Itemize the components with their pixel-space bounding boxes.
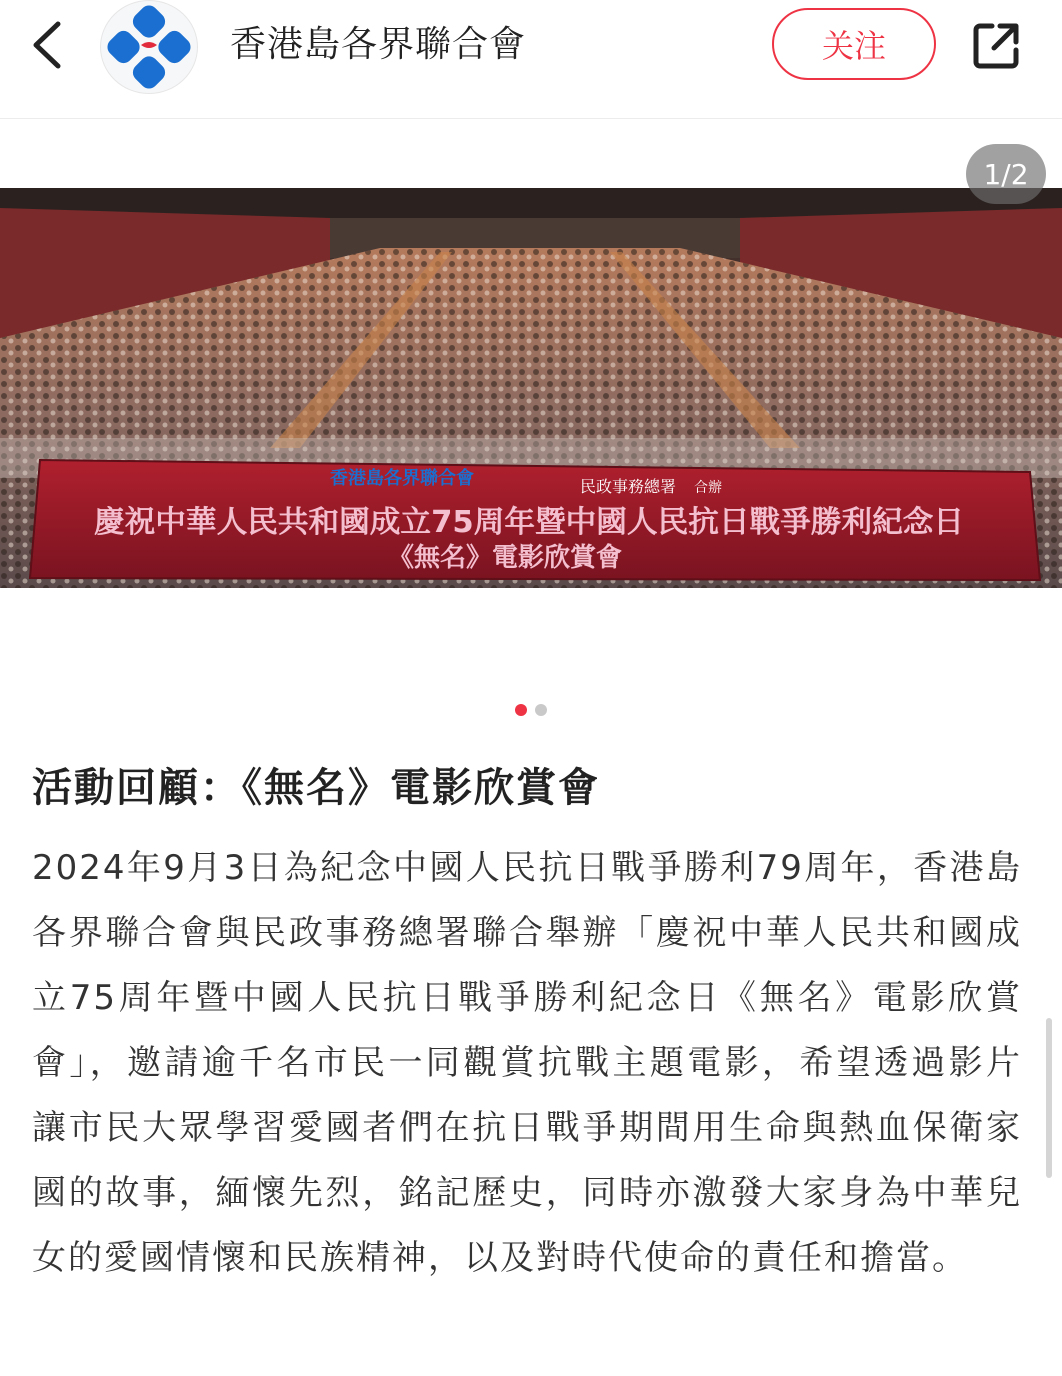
banner-co-label: 合辦 [694, 480, 722, 496]
banner-organizer: 香港島各界聯合會 [330, 468, 474, 489]
account-name[interactable]: 香港島各界聯合會 [230, 24, 527, 65]
event-group-photo [0, 188, 1062, 588]
follow-button[interactable]: 关注 [772, 8, 936, 80]
article-title: 活動回顧：《無名》電影欣賞會 [32, 765, 600, 811]
banner-co-organizer: 民政事務總署 [580, 477, 677, 496]
scrollbar[interactable] [1046, 1018, 1052, 1178]
photo-carousel[interactable] [0, 188, 1062, 588]
banner-line2: 《無名》電影欣賞會 [388, 543, 623, 573]
article-body: 2024年9月3日為紀念中國人民抗日戰爭勝利79周年，香港島各界聯合會與民政事務總署聯合舉辦「慶祝中華人民共和國成立75周年暨中國人民抗日戰爭勝利紀念日《無名》電影欣賞會」，邀請逾千名市民一同觀賞抗戰主題電影，希望透過影片讓市民大眾學習愛國者們在抗日戰爭期間用生命與熱血保衛家國的故事，緬懷先烈，銘記歷史，同時亦激發大家身為中華兒女的愛國情懷和民族精神，以及對時代使命的責任和擔當。 [32, 848, 1022, 1278]
banner-line1: 慶祝中華人民共和國成立75周年暨中國人民抗日戰爭勝利紀念日 [94, 505, 964, 540]
chevron-left-icon [30, 20, 64, 70]
carousel-dots [0, 704, 1062, 720]
share-external-icon [970, 20, 1022, 72]
carousel-dot-2[interactable] [535, 704, 547, 716]
carousel-page-indicator: 1/2 [966, 144, 1046, 204]
carousel-dot-1[interactable] [515, 704, 527, 716]
back-button[interactable] [22, 18, 72, 72]
organization-logo-icon [107, 5, 191, 89]
share-button[interactable] [966, 16, 1026, 76]
avatar[interactable] [100, 0, 198, 94]
top-bar [0, 0, 1062, 119]
